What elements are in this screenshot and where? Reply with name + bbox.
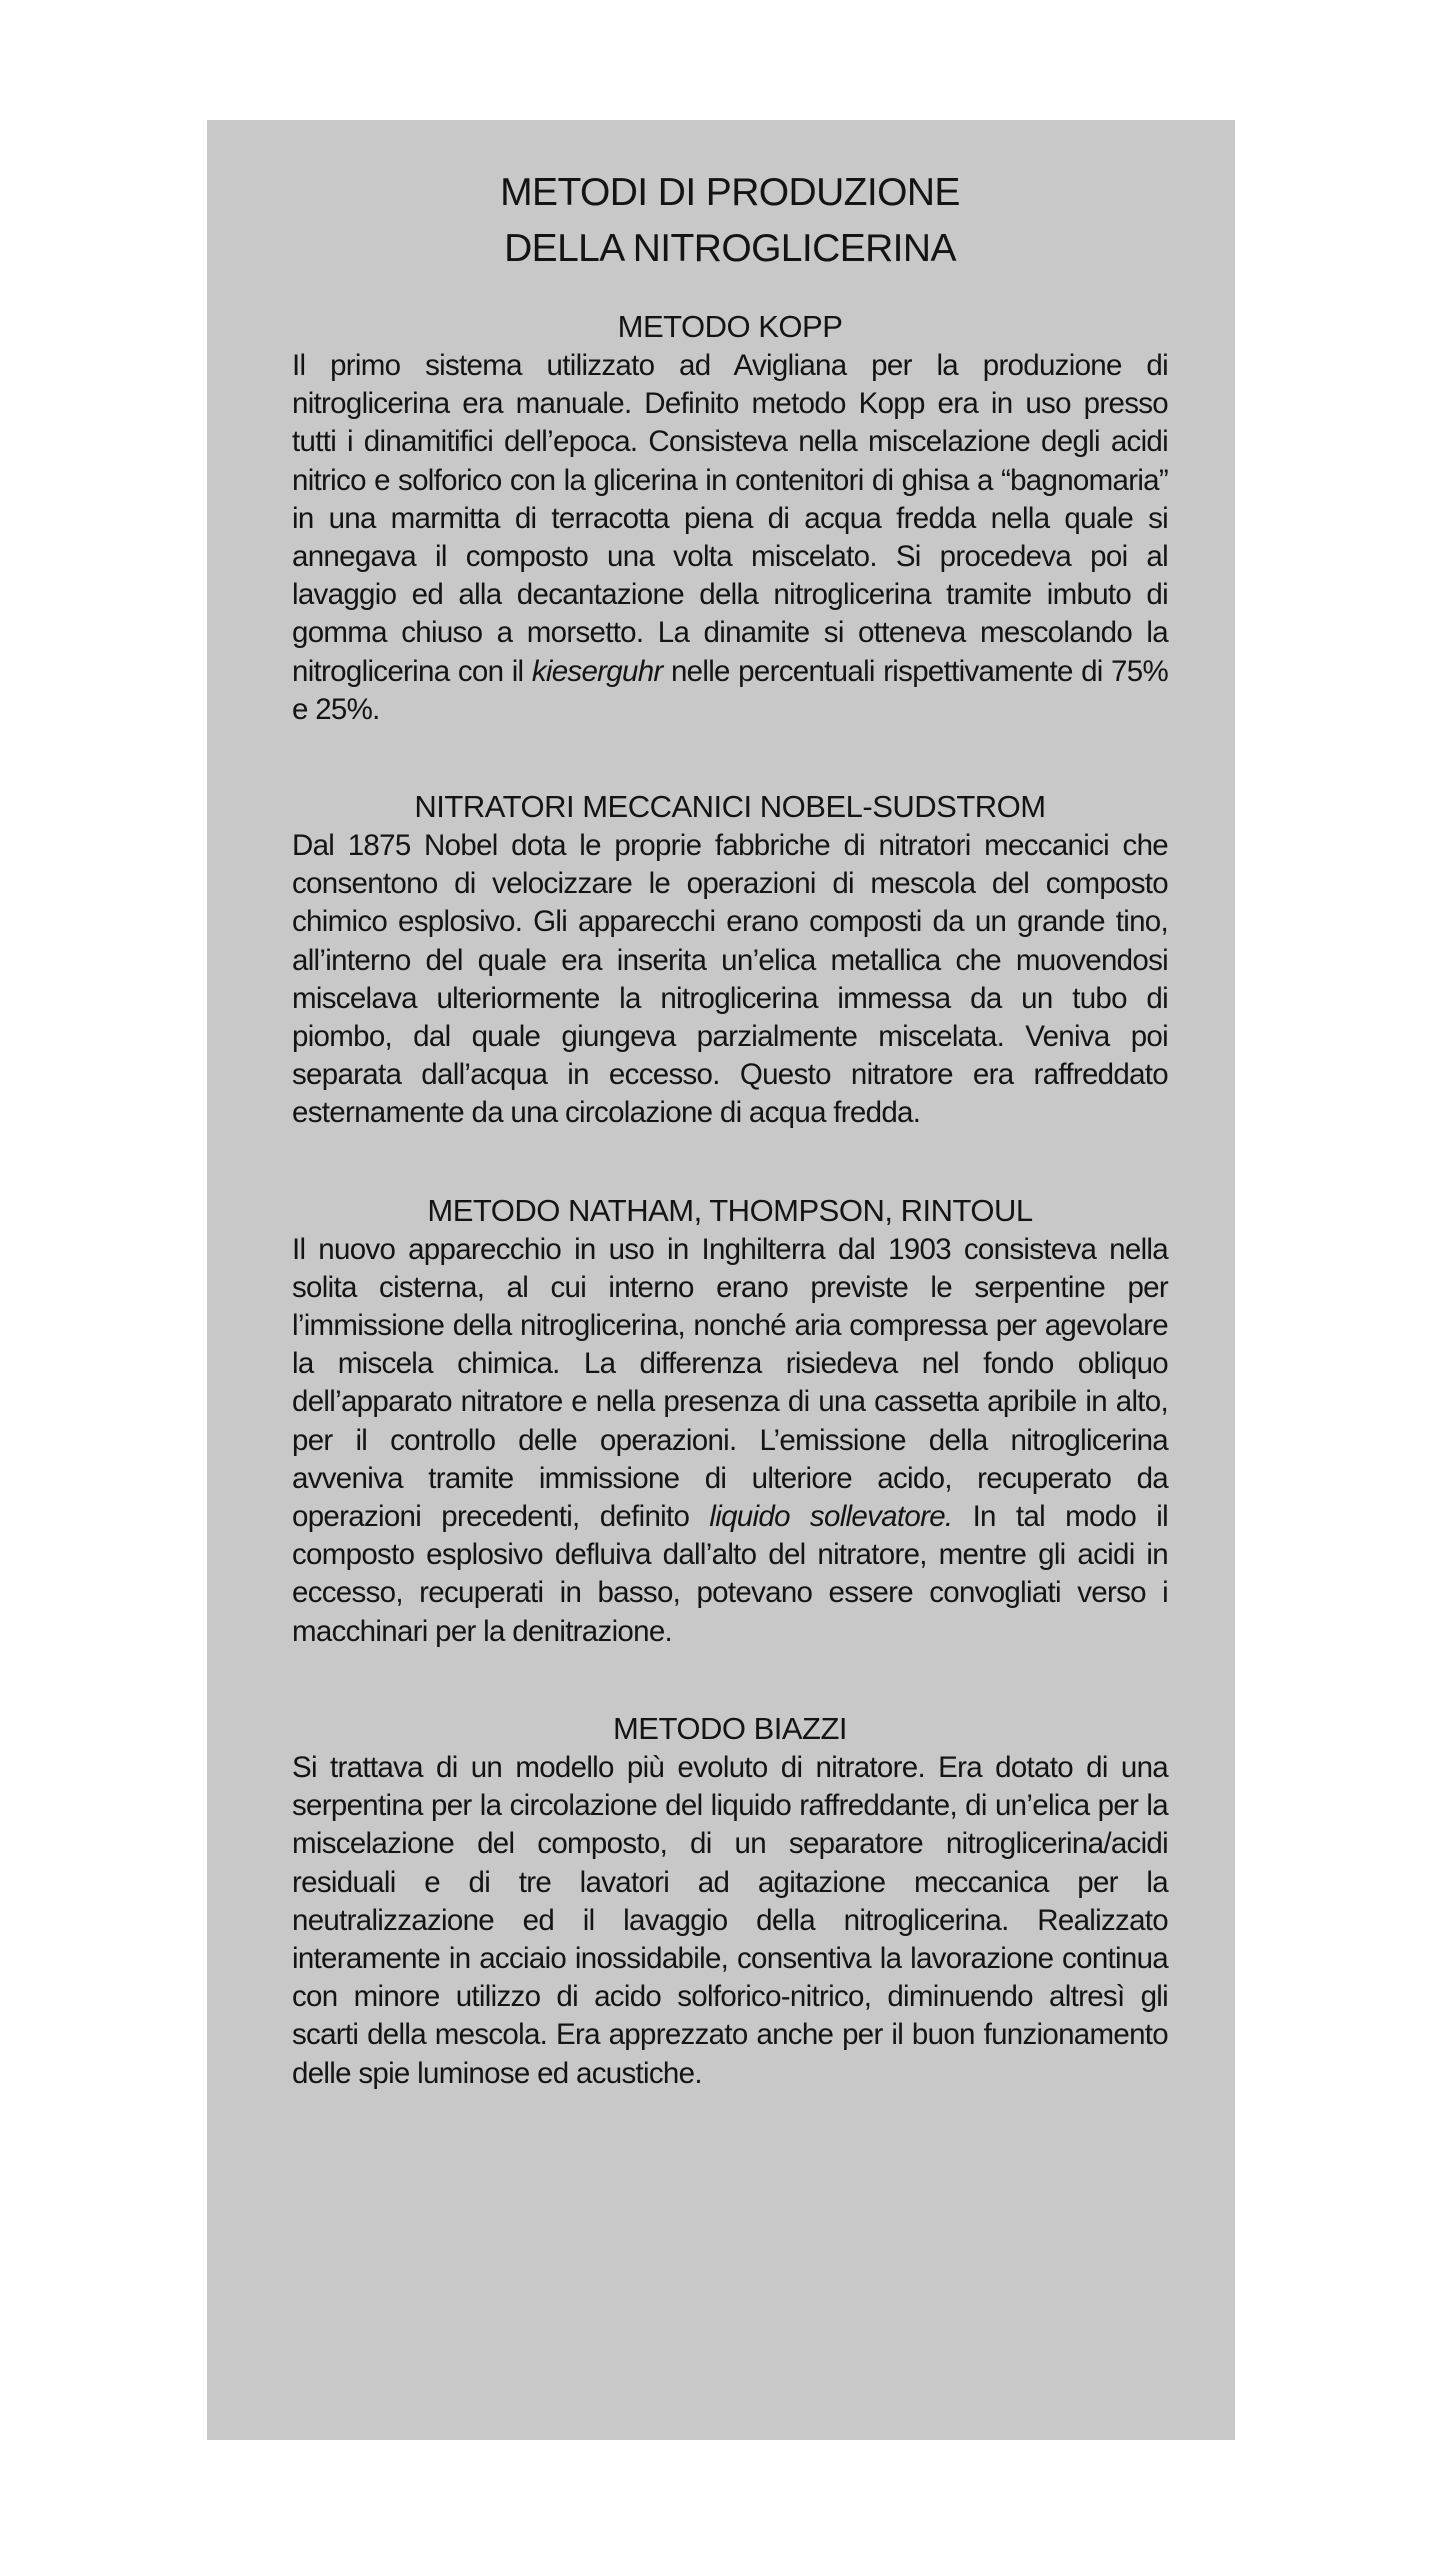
- paragraph-text-end: nelle percentuali rispettivamente di 75% e 25%.: [292, 654, 1168, 726]
- section-nitratori-nobel-sudstrom: [292, 787, 1168, 1133]
- paragraph-italic-term: liquido sollevatore.: [709, 1500, 953, 1534]
- page-title: [292, 165, 1168, 277]
- paragraph-text: Il primo sistema utilizzato ad Avigliana per la produzione di nitroglicerina era manuale. Definito metodo Kopp era in uso presso tutti i dinamitifici dell’epoca. Consisteva nella miscelazione degli acidi nitrico e solforico con la glicerina in contenitori di ghisa a “bagnomaria” in una marmitta di terracotta piena di acqua fredda nella quale si annegava il composto una volta miscelato. Si procedeva poi al lavaggio ed alla decantazione della nitroglicerina tramite imbuto di gomma chiuso a morsetto. La dinamite si otteneva mescolando la nitroglicerina con il: [292, 349, 1168, 688]
- paragraph-text: Si trattava di un modello più evoluto di nitratore. Era dotato di una serpentina per la circolazione del liquido raffreddante, di un’elica per la miscelazione del composto, di un separatore nitroglicerina/acidi residuali e di tre lavatori ad agitazione meccanica per la neutralizzazione ed il lavaggio della nitroglicerina. Realizzato interamente in acciaio inossidabile, consentiva la lavorazione continua con minore utilizzo di acido solforico-nitrico, diminuendo altresì gli scarti della mescola. Era apprezzato anche per il buon funzionamento delle spie luminose ed acustiche.: [292, 1750, 1168, 2090]
- section-heading: NITRATORI MECCANICI NOBEL-SUDSTROM: [414, 789, 1046, 825]
- section-paragraph: [292, 827, 1168, 1133]
- section-heading: METODO BIAZZI: [612, 1710, 848, 1746]
- section-heading: METODO NATHAM, THOMPSON, RINTOUL: [427, 1192, 1033, 1228]
- document-panel: [207, 120, 1235, 2440]
- paragraph-text: Il nuovo apparecchio in uso in Inghilterra dal 1903 consisteva nella solita cisterna, al cui interno erano previste le serpentine per l’immissione della nitroglicerina, nonché aria compressa per agevolare la miscela chimica. La differenza risiedeva nel fondo obliquo dell’apparato nitratore e nella presenza di una cassetta apribile in alto, per il controllo delle operazioni. L’emissione della nitroglicerina avveniva tramite immissione di ulteriore acido, recuperato da operazioni precedenti, definito: [292, 1232, 1168, 1534]
- section-metodo-kopp: [292, 307, 1168, 729]
- paragraph-text-end: In tal modo il composto esplosivo defluiva dall’alto del nitratore, mentre gli acidi in eccesso, recuperati in basso, potevano essere convogliati verso i macchinari per la denitrazione.: [292, 1500, 1168, 1648]
- section-metodo-biazzi: [292, 1709, 1168, 2093]
- section-paragraph: [292, 1749, 1168, 2093]
- section-paragraph: [292, 1231, 1168, 1651]
- document: [292, 165, 1168, 2093]
- section-paragraph: [292, 347, 1168, 729]
- page-title-line-2: DELLA NITROGLICERINA: [504, 227, 956, 270]
- page-title-line-1: METODI DI PRODUZIONE: [500, 171, 960, 214]
- section-heading: METODO KOPP: [617, 309, 843, 344]
- paragraph-italic-term: kieserguhr: [531, 654, 663, 688]
- paragraph-text: Dal 1875 Nobel dota le proprie fabbriche di nitratori meccanici che consentono di velocizzare le operazioni di mescola del composto chimico esplosivo. Gli apparecchi erano composti da un grande tino, all’interno del quale era inserita un’elica metallica che muovendosi miscelava ulteriormente la nitroglicerina immessa da un tubo di piombo, dal quale giungeva parzialmente miscelata. Veniva poi separata dall’acqua in eccesso. Questo nitratore era raffreddato esternamente da una circolazione di acqua fredda.: [292, 829, 1168, 1130]
- section-metodo-natham-thompson-rintoul: [292, 1191, 1168, 1651]
